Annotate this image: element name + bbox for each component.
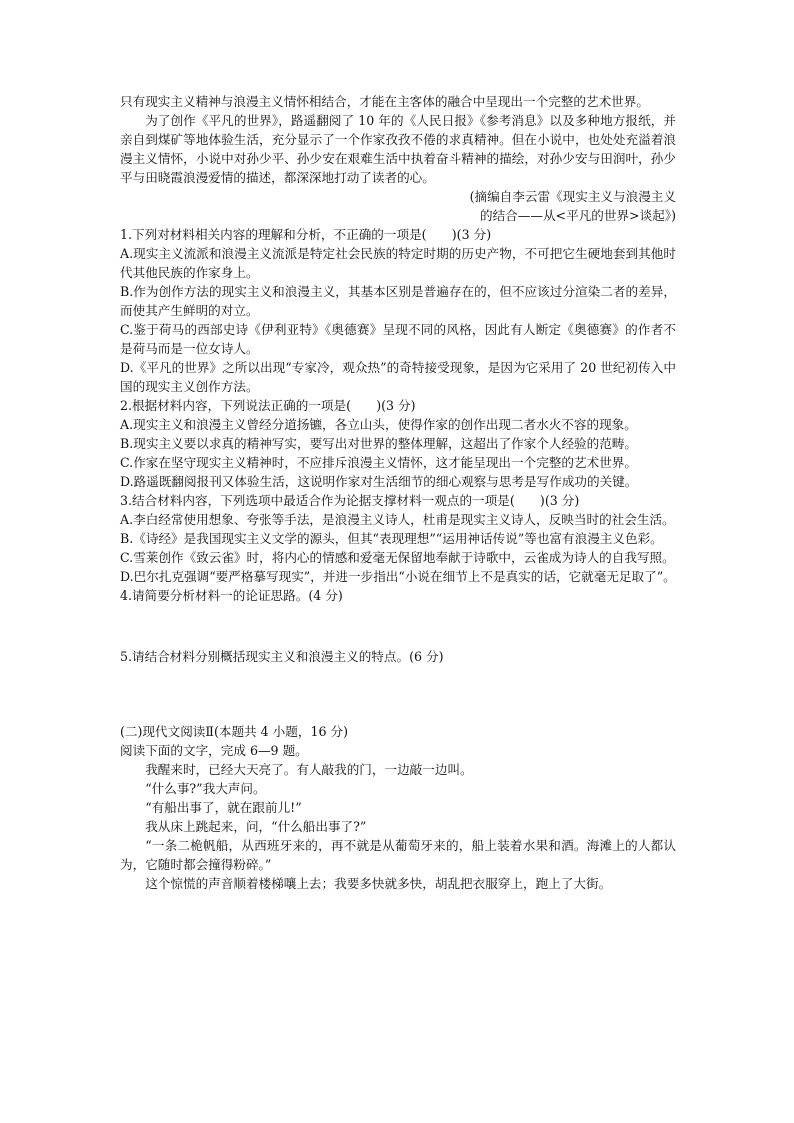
question-stem: 1.下列对材料相关内容的理解和分析，不正确的一项是( )(3 分) bbox=[120, 227, 492, 242]
story-paragraph: “什么事?”我大声问。 bbox=[145, 781, 266, 796]
question-stem: 3.结合材料内容，下列选项中最适合作为论据支撑材料一观点的一项是( )(3 分) bbox=[120, 493, 580, 508]
story-paragraph: “一条二桅帆船，从西班牙来的，再不就是从葡萄牙来的，船上装着水果和酒。海滩上的人都认为，它随时都会撞得粉碎。” bbox=[120, 838, 676, 872]
story-paragraph: “有船出事了，就在跟前儿!” bbox=[145, 800, 302, 815]
source-citation: (摘编自李云雷《现实主义与浪漫主义 bbox=[469, 189, 676, 204]
section-instruction: 阅读下面的文字，完成 6—9 题。 bbox=[120, 743, 308, 758]
story-paragraph: 这个惊慌的声音顺着楼梯嚷上去；我要多快就多快，胡乱把衣服穿上，跑上了大街。 bbox=[145, 876, 612, 891]
option-a: A.现实主义和浪漫主义曾经分道扬镳，各立山头，使得作家的创作出现二者水火不容的现象。 bbox=[120, 417, 637, 432]
question-stem: 5.请结合材料分别概括现实主义和浪漫主义的特点。(6 分) bbox=[120, 649, 444, 664]
option-d: D.路遥既翻阅报刊又体验生活，这说明作家对生活细节的细心观察与思考是写作成功的关键。 bbox=[120, 474, 638, 489]
material-paragraph: 为了创作《平凡的世界》，路遥翻阅了 10 年的《人民日报》《参考消息》以及多种地方报纸，并亲自到煤矿等地体验生活，充分显示了一个作家孜孜不倦的求真精神。但在小说中，也处处充溢着浪漫主义情怀，小说中对孙少平、孙少安在艰难生活中执着奋斗精神的描绘，对孙少安与田润叶，孙少平与田晓霞浪漫爱情的描述，都深深地打动了读者的心。 bbox=[120, 113, 676, 185]
material-paragraph: 只有现实主义精神与浪漫主义情怀相结合，才能在主客体的融合中呈现出一个完整的艺术世界。 bbox=[120, 94, 649, 109]
source-citation: 的结合——从<平凡的世界>谈起》) bbox=[479, 208, 676, 223]
option-c: C.作家在坚守现实主义精神时，不应排斥浪漫主义情怀，这才能呈现出一个完整的艺术世界。 bbox=[120, 455, 637, 470]
option-b: B.现实主义要以求真的精神写实，要写出对世界的整体理解，这超出了作家个人经验的范畴。 bbox=[120, 436, 638, 451]
document-page bbox=[120, 92, 676, 893]
option-d: D.《平凡的世界》之所以出现“专家冷，观众热”的奇特接受现象，是因为它采用了 20 世纪初传入中国的现实主义创作方法。 bbox=[120, 360, 676, 394]
option-b: B.《诗经》是我国现实主义文学的源头，但其“表现理想”“运用神话传说”等也富有浪漫主义色彩。 bbox=[120, 531, 663, 546]
option-a: A.李白经常使用想象、夸张等手法，是浪漫主义诗人，杜甫是现实主义诗人，反映当时的社会生活。 bbox=[120, 512, 675, 527]
option-c: C.雪莱创作《致云雀》时，将内心的情感和爱毫无保留地奉献于诗歌中，云雀成为诗人的自我写照。 bbox=[120, 550, 675, 565]
option-a: A.现实主义流派和浪漫主义流派是特定社会民族的特定时期的历史产物，不可把它生硬地套到其他时代其他民族的作家身上。 bbox=[120, 246, 676, 280]
story-paragraph: 我从床上跳起来，问，“什么船出事了?” bbox=[145, 819, 367, 834]
question-stem: 2.根据材料内容，下列说法正确的一项是( )(3 分) bbox=[120, 398, 416, 413]
option-d: D.巴尔扎克强调“要严格摹写现实”，并进一步指出“小说在细节上不是真实的话，它就毫无足取了”。 bbox=[120, 569, 676, 584]
question-stem: 4.请简要分析材料一的论证思路。(4 分) bbox=[120, 588, 343, 603]
answer-space bbox=[120, 666, 676, 722]
answer-space bbox=[120, 605, 676, 647]
option-b: B.作为创作方法的现实主义和浪漫主义，其基本区别是普遍存在的，但不应该过分渲染二者的差异，而使其产生鲜明的对立。 bbox=[120, 284, 676, 318]
section-heading: (二)现代文阅读Ⅱ(本题共 4 小题，16 分) bbox=[120, 724, 348, 739]
story-paragraph: 我醒来时，已经大天亮了。有人敲我的门，一边敲一边叫。 bbox=[145, 762, 473, 777]
option-c: C.鉴于荷马的西部史诗《伊利亚特》《奥德赛》呈现不同的风格，因此有人断定《奥德赛》的作者不是荷马而是一位女诗人。 bbox=[120, 322, 676, 356]
